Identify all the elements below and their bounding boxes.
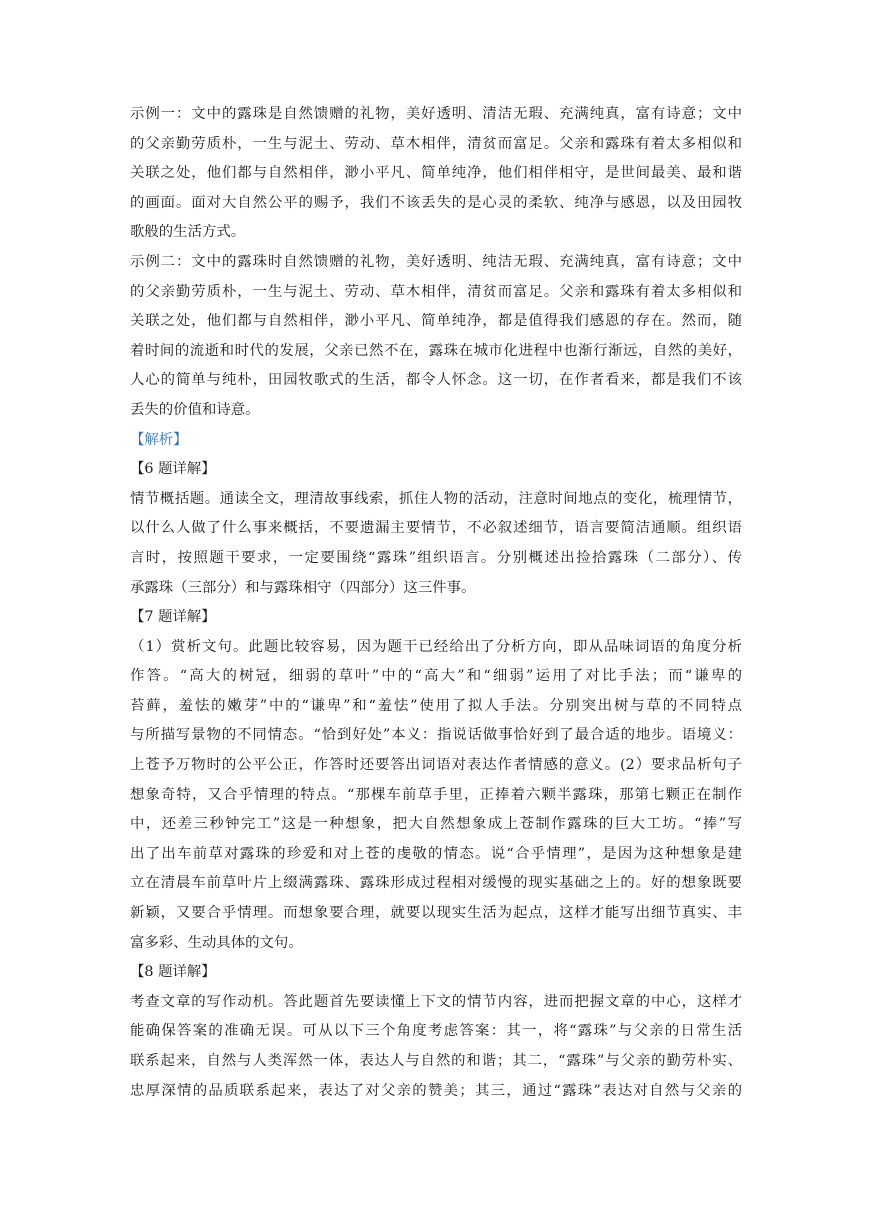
text-line: 关联之处，他们都与自然相伴，渺小平凡、简单纯净，都是值得我们感恩的存在。然而，随 <box>130 313 742 330</box>
text-line: 作答。“高大的树冠，细弱的草叶”中的“高大”和“细弱”运用了对比手法；而“谦卑的 <box>130 668 742 685</box>
text-line: 承露珠（三部分）和与露珠相守（四部分）这三件事。 <box>130 579 476 596</box>
document-page <box>130 100 742 1106</box>
text-line: 人心的简单与纯朴，田园牧歌式的生活，都令人怀念。这一切，在作者看来，都是我们不该 <box>130 372 742 389</box>
text-line: 立在清晨车前草叶片上缀满露珠、露珠形成过程相对缓慢的现实基础之上的。好的想象既要 <box>130 875 742 892</box>
text-line: 的父亲勤劳质朴，一生与泥土、劳动、草木相伴，清贫而富足。父亲和露珠有着太多相似和 <box>130 283 742 300</box>
text-line: 的父亲勤劳质朴，一生与泥土、劳动、草木相伴，清贫而富足。父亲和露珠有着太多相似和 <box>130 135 742 152</box>
text-line: 以什么人做了什么事来概括，不要遗漏主要情节，不必叙述细节，语言要简洁通顺。组织语 <box>130 520 742 537</box>
text-line: 中，还差三秒钟完工”这是一种想象，把大自然想象成上苍制作露珠的巨大工坊。“捧”写 <box>130 816 742 833</box>
text-line: 示例二：文中的露珠时自然馈赠的礼物，美好透明、纯洁无瑕、充满纯真，富有诗意；文中 <box>130 253 742 270</box>
text-line: 着时间的流逝和时代的发展，父亲已然不在，露珠在城市化进程中也渐行渐远，自然的美好， <box>130 342 742 359</box>
text-line: 情节概括题。通读全文，理清故事线索，抓住人物的活动，注意时间地点的变化，梳理情节， <box>130 490 742 507</box>
question-7-heading: 【7 题详解】 <box>130 609 216 626</box>
text-line: 言时，按照题干要求，一定要围绕“露珠”组织语言。分别概述出捡拾露珠（二部分）、传 <box>130 549 742 566</box>
text-line: 关联之处，他们都与自然相伴，渺小平凡、简单纯净，他们相伴相守，是世间最美、最和谐 <box>130 165 742 182</box>
text-line: 的画面。面对大自然公平的赐予，我们不该丢失的是心灵的柔软、纯净与感恩，以及田园牧 <box>130 194 742 211</box>
question-8-heading: 【8 题详解】 <box>130 964 216 981</box>
text-line: （1）赏析文句。此题比较容易，因为题干已经给出了分析方向，即从品味词语的角度分析 <box>130 638 742 655</box>
text-line: 想象奇特，又合乎情理的特点。“那棵车前草手里，正捧着六颗半露珠，那第七颗正在制作 <box>130 786 742 803</box>
question-6-explanation <box>130 485 742 603</box>
analysis-label: 【解析】 <box>130 431 188 448</box>
text-line: 歌般的生活方式。 <box>130 224 246 241</box>
text-line: 联系起来，自然与人类浑然一体，表达人与自然的和谐；其二，“露珠”与父亲的勤劳朴实、 <box>130 1053 742 1069</box>
example-one-paragraph <box>130 100 742 248</box>
text-line: 丢失的价值和诗意。 <box>130 401 260 418</box>
example-two-paragraph <box>130 248 742 426</box>
text-line: 上苍予万物时的公平公正，作答时还要答出词语对表达作者情感的意义。(2）要求品析句子 <box>130 757 742 774</box>
text-line: 忠厚深情的品质联系起来，表达了对父亲的赞美；其三，通过“露珠”表达对自然与父亲的 <box>130 1082 742 1099</box>
text-line: 出了出车前草对露珠的珍爱和对上苍的虔敬的情态。说“合乎情理”，是因为这种想象是建 <box>130 845 742 862</box>
text-line: 能确保答案的准确无误。可从以下三个角度考虑答案：其一，将“露珠”与父亲的日常生活 <box>130 1023 742 1040</box>
text-line: 考查文章的写作动机。答此题首先要读懂上下文的情节内容，进而把握文章的中心，这样才 <box>130 993 742 1010</box>
text-line: 新颖，又要合乎情理。而想象要合理，就要以现实生活为起点，这样才能写出细节真实、丰 <box>130 905 742 922</box>
text-line: 示例一：文中的露珠是自然馈赠的礼物，美好透明、清洁无瑕、充满纯真，富有诗意；文中 <box>130 106 742 122</box>
text-line: 苔藓，羞怯的嫩芽”中的“谦卑”和“羞怯”使用了拟人手法。分别突出树与草的不同特点 <box>130 697 742 714</box>
question-7-explanation <box>130 633 742 959</box>
question-8-explanation <box>130 988 742 1106</box>
text-line: 与所描写景物的不同情态。“恰到好处”本义：指说话做事恰好到了最合适的地步。语境义： <box>130 727 742 744</box>
question-6-heading: 【6 题详解】 <box>130 461 216 478</box>
text-line: 富多彩、生动具体的文句。 <box>130 934 303 951</box>
